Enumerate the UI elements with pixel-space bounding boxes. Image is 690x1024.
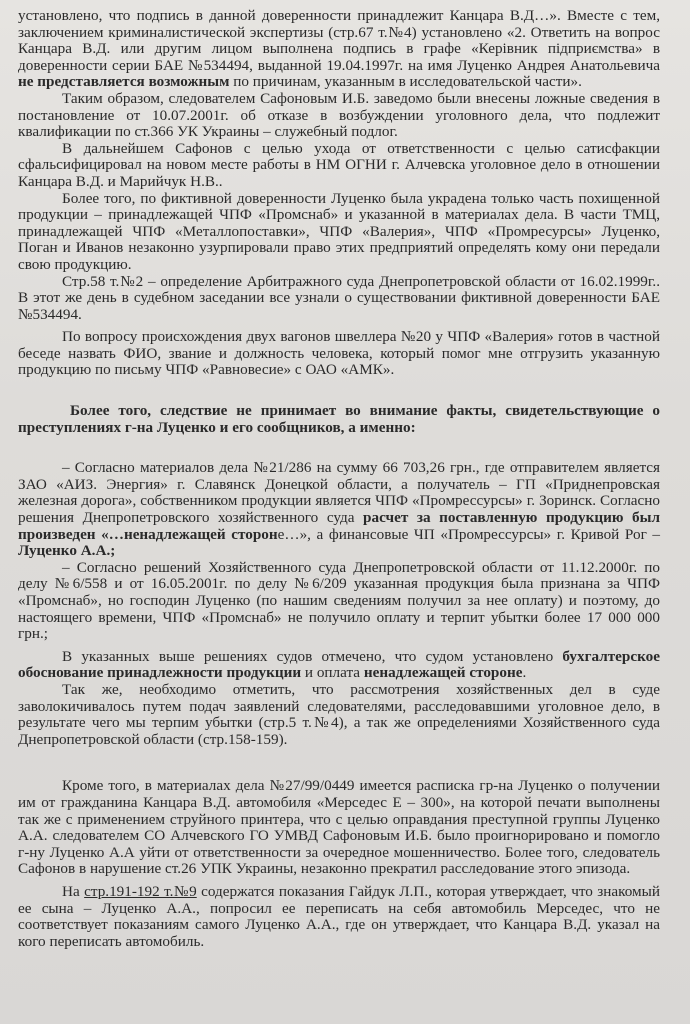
paragraph-12-tail: содержатся показания Гайдук Л.П., которая утверждает, что знакомый ее сына – Луценко А.А., попросил ее переписать на себя автомобиль Мерседес, что не соответствует показаниям самого Луценко А.А., где он утверждает, что Канцара В.Д. указал на кого переписать автомобиль. <box>18 882 660 950</box>
paragraph-9-mid: и оплата <box>301 664 364 682</box>
paragraph-7-bold-name: Луценко А.А.; <box>18 542 116 560</box>
paragraph-9-bold-1: бухгалтерское обоснование принадлежности продукции <box>18 647 660 682</box>
paragraph-11: Кроме того, в материалах дела №27/99/0449 имеется расписка гр-на Луценко о получении им от гражданина Канцара В.Д. автомобиля «Мерседес Е – 300», на которой печати выполнены так же с применением струйного принтера, что с целью оправдания преступной группы Луценко А.А. следователем СО Алчевского ГО УМВД Сафоновым И.Б. было проигнорировано и помогло г-ну Луценко А.А уйти от ответственности за очередное мошенничество. Более того, следователь Сафонов в нарушение ст.26 УПК Украины, незаконно прекратил расследование этого эпизода. <box>18 777 660 878</box>
section-heading: Более того, следствие не принимает во внимание факты, свидетельствующие о преступлениях г-на Луценко и его сообщников, а именно: <box>18 402 660 436</box>
paragraph-9-text: В указанных выше решениях судов отмечено, что судом установлено <box>62 647 563 665</box>
paragraph-7 <box>18 460 660 560</box>
paragraph-6: По вопросу происхождения двух вагонов швеллера №20 у ЧПФ «Валерия» готов в частной беседе назвать ФИО, звание и должность человека, который помог мне отгрузить указанную продукцию по письму ЧПФ «Равновесие» с ОАО «АМК». <box>18 328 660 379</box>
paragraph-5: Стр.58 т.№2 – определение Арбитражного суда Днепропетровской области от 16.02.1999г.. В этот же день в судебном заседании все узнали о существовании фиктивной доверенности БАЕ №534494. <box>18 272 660 323</box>
paragraph-7-mid: е…», а финансовые ЧП «Промрессурсы» г. Кривой Рог – <box>277 525 660 543</box>
paragraph-12-underlined-ref: стр.191-192 т.№9 <box>84 882 197 900</box>
paragraph-1 <box>18 8 660 91</box>
paragraph-9-bold-2: ненадлежащей стороне <box>363 664 523 682</box>
paragraph-4: Более того, по фиктивной доверенности Луценко была украдена только часть похищенной продукции – принадлежащей ЧПФ «Промснаб» и указанной в материалах дела. В части ТМЦ, принадлежащей ЧПФ «Металлопоставки», ЧПФ «Валерия», ЧПФ «Промресурсы» Луценко, Поган и Иванов незаконно узурпировали право этих предприятий определять кому они передали свою продукцию. <box>18 189 660 273</box>
paragraph-9-end: . <box>522 664 527 682</box>
paragraph-10: Так же, необходимо отметить, что рассмотрения хозяйственных дел в суде заволокичивалось путем подач заявлений следователями, расследовавшими уголовное дело, в результате чего мы терпим убытки (стр.5 т.№4), а так же определениями Хозяйственного суда Днепропетровской области (стр.158-159). <box>18 680 660 748</box>
paragraph-7-text: – Согласно материалов дела №21/286 на сумму 66 703,26 грн., где отправителем является ЗАО «АИЗ. Энергия» г. Славянск Донецкой области, а получатель – ГП «Приднепровская железная дорога», собственником продукции является ЧПФ «Промрессурсы» г. Зоринск. Согласно решения Днепропетровского хозяйственного суда <box>18 459 660 527</box>
paragraph-12 <box>18 884 660 950</box>
paragraph-12-text: На <box>62 882 85 900</box>
paragraph-3: В дальнейшем Сафонов с целью ухода от ответственности с целью сатисфакции сфальсифицировал на новом месте работы в НМ ОГНИ г. Алчевска уголовное дело в отношении Канцара В.Д. и Марийчук Н.В.. <box>18 139 660 190</box>
paragraph-7-bold: расчет за поставленную продукцию был произведен «…ненадлежащей сторон <box>18 509 660 543</box>
paragraph-1-bold: не представляется возможным <box>18 73 230 91</box>
paragraph-9 <box>18 649 660 682</box>
paragraph-2: Таким образом, следователем Сафоновым И.Б. заведомо были внесены ложные сведения в постановление от 10.07.2001г. об отказе в возбуждении уголовного дела, что подлежит квалификации по ст.366 УК Украины – служебный подлог. <box>18 89 660 141</box>
paragraph-8: – Согласно решений Хозяйственного суда Днепропетровской области от 11.12.2000г. по делу №6/558 и от 16.05.2001г. по делу №6/209 указанная продукция была признана за ЧПФ «Промснаб», но господин Луценко (по нашим сведениям получил за нее оплату) и поэтому, до настоящего времени, ЧПФ «Промснаб» не получило оплату и терпит убытки более 17 000 000 грн.; <box>18 558 660 643</box>
paragraph-1-tail: по причинам, указанным в исследовательской части». <box>229 73 582 91</box>
paragraph-1-text: установлено, что подпись в данной доверенности принадлежит Канцара В.Д…». Вместе с тем, заключением криминалистической экспертизы (стр.67 т.№4) установлено «2. Ответить на вопрос Канцара В.Д. или другим лицом выполнена подпись в графе «Керівник підприємства» в доверенности серии БАЕ №534494, выданной 19.04.1997г. на имя Луценко Андрея Анатольевича <box>18 7 660 74</box>
